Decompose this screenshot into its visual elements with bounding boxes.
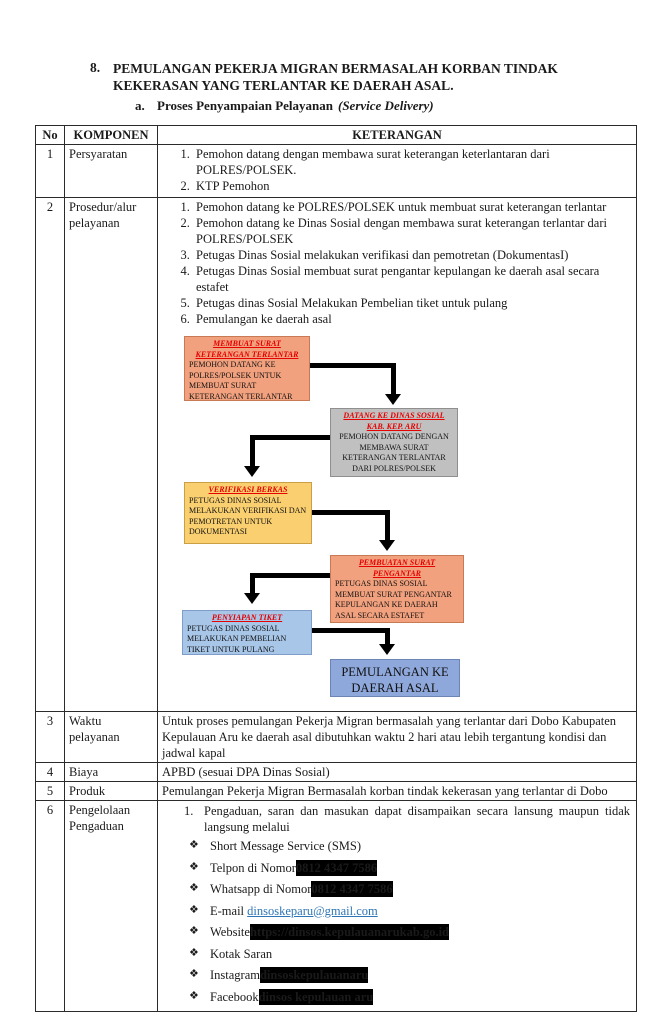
list-item: 1. Pemohon datang ke POLRES/POLSEK untuk membuat surat keterangan terlantar (193, 199, 632, 215)
flow-box-datang-dinas-sosial (330, 408, 458, 477)
arrow-down-icon (385, 394, 401, 405)
phone-number: 0812 4347 7586 (295, 860, 378, 875)
flow-box-title: PEMBUATAN SURAT PENGANTAR (358, 558, 436, 578)
flow-connector-2 (250, 435, 330, 440)
pengaduan-intro (184, 803, 632, 835)
flow-box-title: MEMBUAT SURAT KETERANGAN TERLANTAR (195, 339, 299, 359)
table-row-produk (36, 782, 637, 801)
diamond-bullet-icon: ❖ (189, 946, 199, 959)
flow-box-verifikasi-berkas (184, 482, 312, 544)
process-flowchart (162, 330, 632, 710)
table-row-prosedur (36, 198, 637, 712)
sub-heading-title: Proses Penyampaian Pelayanan (157, 98, 333, 113)
flow-connector-3 (312, 510, 390, 515)
contact-text: E-mail dinsoskeparu@gmail.com (210, 903, 378, 918)
list-item: 2. Pemohon datang ke Dinas Sosial dengan membawa surat keterangan terlantar dari POLRES/POLSEK (193, 215, 632, 247)
row5-komponen: Produk (65, 782, 158, 801)
table-header-row (36, 126, 637, 145)
row3-komponen: Waktu pelayanan (65, 712, 158, 763)
header-keterangan: KETERANGAN (158, 126, 637, 145)
contact-text: Short Message Service (SMS) (210, 839, 362, 853)
website-url: https://dinsos.kepulauanarukab.go.id (249, 925, 450, 939)
row4-keterangan: APBD (sesuai DPA Dinas Sosial) (158, 763, 637, 782)
row5-no: 5 (36, 782, 65, 801)
arrow-down-icon (244, 593, 260, 604)
contact-text: Kotak Saran (210, 946, 273, 961)
contact-item-facebook (189, 989, 632, 1005)
flow-box-membuat-surat (184, 336, 310, 401)
flow-connector-4 (250, 573, 255, 595)
intro-number: 1. (184, 804, 194, 818)
list-item: 3. Petugas Dinas Sosial melakukan verifikasi dan pemotretan (DokumentasI) (193, 247, 632, 263)
heading-number: 8. (90, 60, 101, 75)
contact-text: Telpon di Nomor 0812 4347 7586 (210, 860, 378, 875)
arrow-down-icon (379, 644, 395, 655)
sub-heading-italic: (Service Delivery) (338, 98, 434, 113)
sub-heading (135, 98, 630, 114)
flow-box-body: PEMOHON DATANG KE POLRES/POLSEK UNTUK MEMBUAT SURAT KETERANGAN TERLANTAR (189, 360, 293, 401)
table-row-persyaratan (36, 145, 637, 198)
flow-connector-4 (250, 573, 330, 578)
contact-item-kotak-saran (189, 946, 632, 962)
email-link[interactable]: dinsoskeparu@gmail.com (247, 903, 378, 918)
intro-text: Pengaduan, saran dan masukan dapat disampaikan secara lansung maupun tidak langsung melalui (204, 804, 630, 834)
list-item: 5. Petugas dinas Sosial Melakukan Pembelian tiket untuk pulang (193, 295, 632, 311)
instagram-handle: dinsoskepulauanaru (259, 968, 369, 982)
contact-item-email (189, 903, 632, 919)
contact-text: Facebook dinsos kepulauan aru (210, 989, 374, 1004)
row1-keterangan (158, 145, 637, 198)
row1-no: 1 (36, 145, 65, 198)
arrow-down-icon (379, 540, 395, 551)
contact-item-website (189, 924, 632, 940)
row4-no: 4 (36, 763, 65, 782)
flow-connector-5 (312, 628, 390, 633)
diamond-bullet-icon: ❖ (189, 968, 199, 980)
row4-komponen: Biaya (65, 763, 158, 782)
row2-komponen: Prosedur/alur pelayanan (65, 198, 158, 712)
row2-no: 2 (36, 198, 65, 712)
contact-channel-list (189, 838, 632, 1005)
table-row-pengaduan (36, 801, 637, 1012)
flow-connector-1 (310, 363, 396, 368)
flow-connector-3 (385, 510, 390, 542)
list-item: 2. KTP Pemohon (193, 178, 632, 194)
row6-keterangan (158, 801, 637, 1012)
list-item: 6. Pemulangan ke daerah asal (193, 311, 632, 327)
list-item: 4. Petugas Dinas Sosial membuat surat pengantar kepulangan ke daerah asal secara estafet (193, 263, 632, 295)
list-item: 1. Pemohon datang dengan membawa surat keterangan keterlantaran dari POLRES/POLSEK. (193, 146, 632, 178)
flow-box-pemulangan-final: PEMULANGAN KE DAERAH ASAL (330, 659, 460, 697)
contact-text: Website https://dinsos.kepulauanarukab.go.id (210, 925, 450, 939)
facebook-handle: dinsos kepulauan aru (258, 989, 374, 1004)
flow-box-penyiapan-tiket (182, 610, 312, 655)
header-no: No (36, 126, 65, 145)
diamond-bullet-icon: ❖ (189, 925, 199, 937)
heading-title-line1: PEMULANGAN PEKERJA MIGRAN BERMASALAH KORBAN TINDAK (113, 61, 558, 76)
document-heading (90, 60, 630, 114)
diamond-bullet-icon: ❖ (189, 860, 199, 873)
row2-keterangan (158, 198, 637, 712)
contact-item-instagram (189, 967, 632, 983)
sub-heading-letter: a. (135, 98, 145, 113)
flow-box-pembuatan-surat (330, 555, 464, 623)
diamond-bullet-icon: ❖ (189, 989, 199, 1002)
flow-box-title: DATANG KE DINAS SOSIAL KAB. KEP. ARU (343, 411, 445, 431)
flow-box-body: PETUGAS DINAS SOSIAL MELAKUKAN VERIFIKASI DAN PEMOTRETAN UNTUK DOKUMENTASI (189, 495, 307, 537)
row3-keterangan: Untuk proses pemulangan Pekerja Migran bermasalah yang terlantar dari Dobo Kabupaten Kepulauan Aru ke daerah asal dibutuhkan waktu 2 hari atau lebih tergantung kondisi dan jadwal kapal (158, 712, 637, 763)
diamond-bullet-icon: ❖ (189, 839, 199, 851)
table-row-biaya (36, 763, 637, 782)
contact-text: Whatsapp di Nomor 0812 4347 7586 (210, 882, 393, 896)
flow-connector-2 (250, 435, 255, 468)
diamond-bullet-icon: ❖ (189, 903, 199, 916)
service-table (35, 125, 637, 1012)
table-row-waktu (36, 712, 637, 763)
flow-box-body: PETUGAS DINAS SOSIAL MELAKUKAN PEMBELIAN TIKET UNTUK PULANG (187, 623, 287, 654)
flow-box-body: PETUGAS DINAS SOSIAL MEMBUAT SURAT PENGANTAR KEPULANGAN KE DAERAH ASAL SECARA ESTAFET (335, 579, 452, 620)
flow-box-title: VERIFIKASI BERKAS (208, 485, 288, 494)
flow-connector-1 (391, 363, 396, 396)
row6-no: 6 (36, 801, 65, 1012)
contact-item-telpon (189, 860, 632, 876)
flow-box-body: PEMOHON DATANG DENGAN MEMBAWA SURAT KETERANGAN TERLANTAR DARI POLRES/POLSEK (339, 432, 449, 473)
contact-item-sms (189, 838, 632, 854)
row1-komponen: Persyaratan (65, 145, 158, 198)
contact-text: Instagram dinsoskepulauanaru (210, 968, 369, 982)
whatsapp-number: 0812 4347 7586 (311, 882, 393, 896)
row6-komponen: Pengelolaan Pengaduan (65, 801, 158, 1012)
arrow-down-icon (244, 466, 260, 477)
diamond-bullet-icon: ❖ (189, 882, 199, 894)
row5-keterangan: Pemulangan Pekerja Migran Bermasalah korban tindak kekerasan yang terlantar di Dobo (158, 782, 637, 801)
heading-title (113, 60, 593, 94)
contact-item-whatsapp (189, 881, 632, 897)
header-komponen: KOMPONEN (65, 126, 158, 145)
flow-box-title: PENYIAPAN TIKET (211, 613, 283, 622)
row3-no: 3 (36, 712, 65, 763)
heading-title-line2: KEKERASAN YANG TERLANTAR KE DAERAH ASAL. (113, 78, 454, 93)
